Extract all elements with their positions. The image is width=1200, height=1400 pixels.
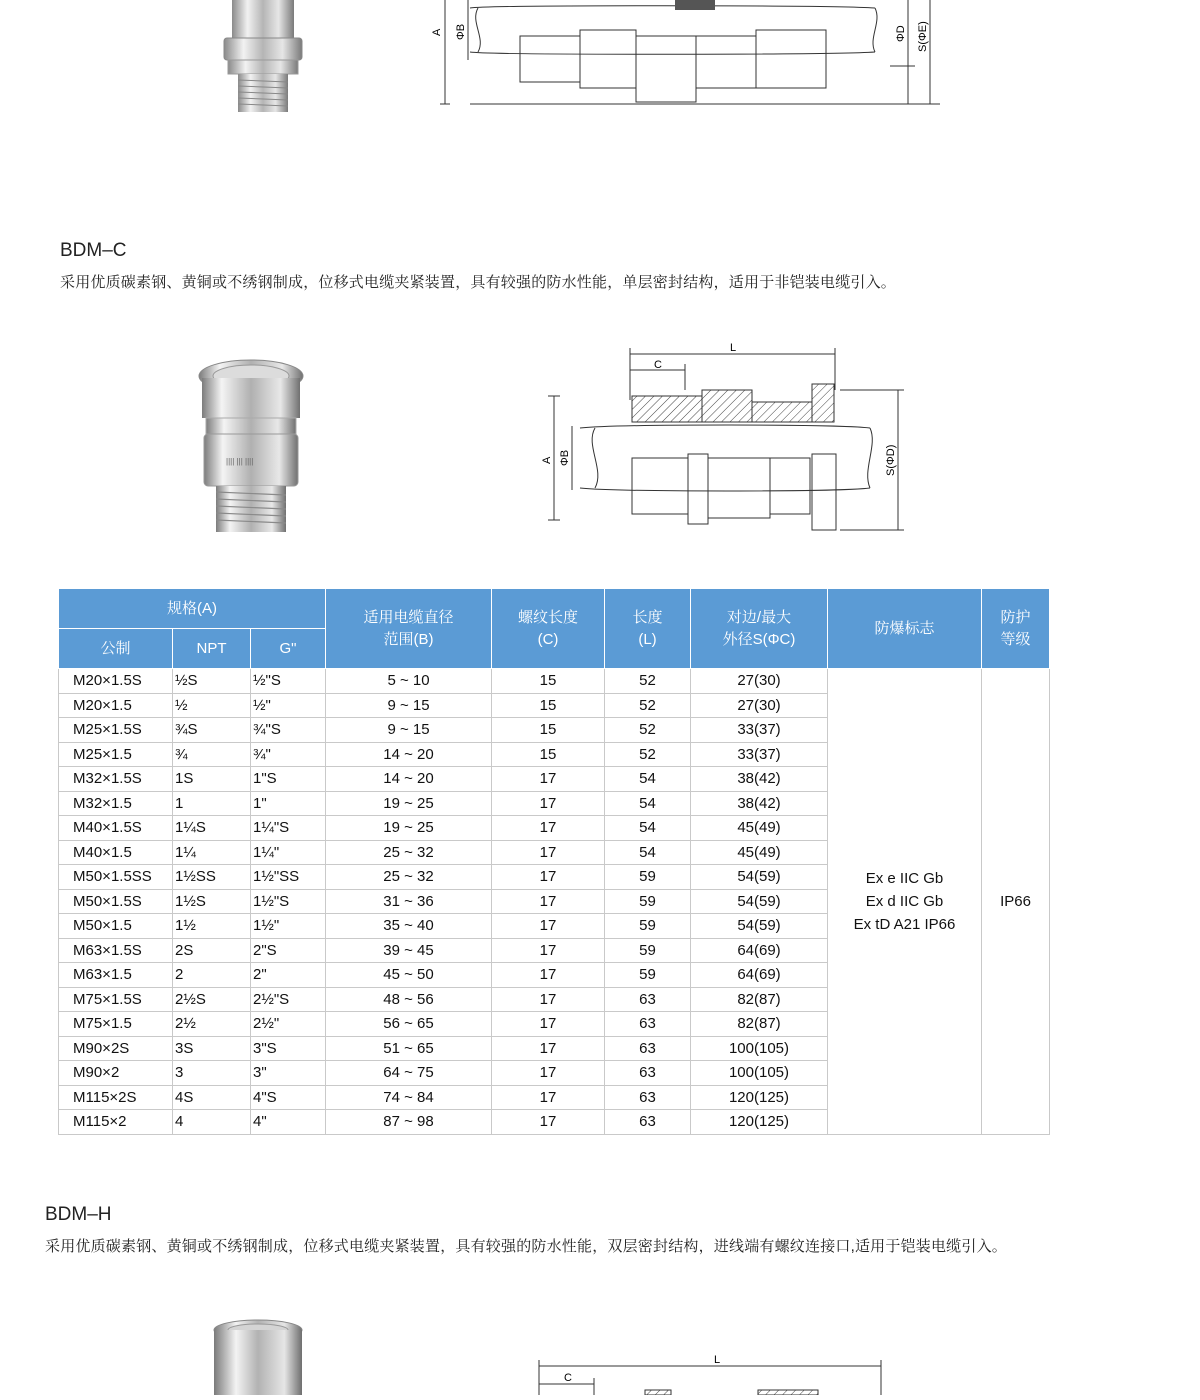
ex-mark-line: Ex tD A21 IP66 [853,915,956,933]
cell-length: 59 [605,914,691,939]
cell-npt: ½S [173,669,251,694]
cell-cable-range: 51 ~ 65 [326,1036,492,1061]
cell-thread-length: 15 [492,718,605,743]
cell-npt: 1¼S [173,816,251,841]
dim-c-bdm-h: C [564,1372,572,1384]
cell-g: 2½"S [251,987,326,1012]
table-row [59,669,1050,694]
cell-protection: IP66 [982,669,1050,1135]
cell-cable-range: 74 ~ 84 [326,1085,492,1110]
cell-length: 59 [605,889,691,914]
cell-thread-length: 17 [492,840,605,865]
cell-length: 54 [605,816,691,841]
header-across-flats-line2: 外径S(ΦC) [722,630,796,648]
cell-across-flats: 100(105) [691,1061,828,1086]
cell-cable-range: 39 ~ 45 [326,938,492,963]
cell-g: ¾"S [251,718,326,743]
header-protection [982,589,1050,669]
cell-length: 63 [605,987,691,1012]
cell-thread-length: 17 [492,1085,605,1110]
cell-cable-range: 9 ~ 15 [326,718,492,743]
dim-s-phi-d-bdm-c: S(ΦD) [885,444,897,476]
cell-cable-range: 5 ~ 10 [326,669,492,694]
dim-phi-b-bdm-c: ΦB [559,449,571,466]
cell-metric: M115×2 [59,1110,173,1135]
cell-metric: M20×1.5 [59,693,173,718]
cell-npt: 2 [173,963,251,988]
cell-across-flats: 27(30) [691,669,828,694]
header-g: G" [251,629,326,669]
cell-npt: 1S [173,767,251,792]
cell-length: 59 [605,963,691,988]
dim-l-bdm-c: L [730,342,737,354]
cell-cable-range: 19 ~ 25 [326,791,492,816]
cell-metric: M75×1.5 [59,1012,173,1037]
cell-npt: 4S [173,1085,251,1110]
cell-g: 4"S [251,1085,326,1110]
cell-npt: 1½SS [173,865,251,890]
cell-cable-range: 9 ~ 15 [326,693,492,718]
cell-length: 52 [605,693,691,718]
cell-thread-length: 15 [492,742,605,767]
header-length-line2: (L) [638,630,657,648]
header-length [605,589,691,669]
cell-metric: M63×1.5 [59,963,173,988]
technical-drawing-top [430,0,950,115]
cell-thread-length: 17 [492,865,605,890]
technical-drawing-bdm-h [530,1350,890,1400]
spec-table [58,588,1050,1135]
cell-g: ½" [251,693,326,718]
cell-thread-length: 17 [492,938,605,963]
header-across-flats-line1: 对边/最大 [726,608,792,626]
cell-g: 1½" [251,914,326,939]
spec-table-body [59,669,1050,1135]
cell-cable-range: 25 ~ 32 [326,840,492,865]
cell-metric: M90×2 [59,1061,173,1086]
cell-metric: M50×1.5 [59,914,173,939]
cell-g: 1½"S [251,889,326,914]
technical-drawing-bdm-c [540,340,920,545]
cell-length: 54 [605,767,691,792]
cell-g: 1¼"S [251,816,326,841]
product-photo-bdm-c [196,356,306,536]
cell-metric: M63×1.5S [59,938,173,963]
cell-g: 1½"SS [251,865,326,890]
cell-across-flats: 54(59) [691,865,828,890]
cell-length: 63 [605,1085,691,1110]
cell-cable-range: 14 ~ 20 [326,767,492,792]
cell-g: 1¼" [251,840,326,865]
product-photo-bdm-h [212,1318,304,1395]
cell-metric: M50×1.5SS [59,865,173,890]
cell-across-flats: 38(42) [691,767,828,792]
dim-c-bdm-c: C [654,359,662,371]
cell-ex-marks [828,669,982,1135]
section-desc-bdm-c: 采用优质碳素钢、黄铜或不绣钢制成，位移式电缆夹紧装置，具有较强的防水性能，单层密封结构，适用于非铠装电缆引入。 [60,274,897,291]
cell-npt: 1½S [173,889,251,914]
header-npt: NPT [173,629,251,669]
cell-length: 63 [605,1036,691,1061]
dim-a-bdm-c: A [541,456,553,464]
cell-thread-length: 17 [492,1061,605,1086]
ex-mark-line: Ex e IIC Gb [865,869,944,887]
dim-phi-d-top: ΦD [895,25,907,42]
cell-g: 1"S [251,767,326,792]
cell-across-flats: 64(69) [691,938,828,963]
cell-across-flats: 45(49) [691,816,828,841]
dim-s-phi-e-top: S(ΦE) [917,21,929,52]
cell-thread-length: 17 [492,1036,605,1061]
cell-metric: M75×1.5S [59,987,173,1012]
cell-npt: ½ [173,693,251,718]
cell-length: 52 [605,718,691,743]
cell-metric: M25×1.5 [59,742,173,767]
cell-thread-length: 17 [492,1110,605,1135]
cell-length: 59 [605,865,691,890]
cell-npt: 2½S [173,987,251,1012]
cell-across-flats: 82(87) [691,987,828,1012]
cell-npt: 1½ [173,914,251,939]
cell-across-flats: 27(30) [691,693,828,718]
cell-cable-range: 14 ~ 20 [326,742,492,767]
section-title-bdm-h: BDM–H [45,1204,112,1225]
header-thread-length [492,589,605,669]
cell-npt: 1¼ [173,840,251,865]
cell-g: ½"S [251,669,326,694]
cell-cable-range: 25 ~ 32 [326,865,492,890]
cell-thread-length: 15 [492,693,605,718]
cell-g: 2½" [251,1012,326,1037]
dim-l-bdm-h: L [714,1354,721,1366]
cell-length: 63 [605,1012,691,1037]
cell-length: 63 [605,1110,691,1135]
cell-length: 63 [605,1061,691,1086]
product-photo-top [218,0,308,115]
cell-thread-length: 17 [492,816,605,841]
cell-g: 3"S [251,1036,326,1061]
header-ex-mark: 防爆标志 [828,589,982,669]
header-thread-length-line2: (C) [537,630,559,648]
cell-cable-range: 31 ~ 36 [326,889,492,914]
cell-length: 54 [605,791,691,816]
cell-metric: M115×2S [59,1085,173,1110]
cell-thread-length: 15 [492,669,605,694]
cell-cable-range: 35 ~ 40 [326,914,492,939]
cell-cable-range: 48 ~ 56 [326,987,492,1012]
cell-length: 52 [605,742,691,767]
cell-g: ¾" [251,742,326,767]
header-protection-line1: 防护 [1000,608,1031,626]
cell-across-flats: 120(125) [691,1085,828,1110]
cell-metric: M32×1.5S [59,767,173,792]
cell-g: 1" [251,791,326,816]
ex-mark-line: Ex d IIC Gb [865,892,944,910]
cell-across-flats: 100(105) [691,1036,828,1061]
header-cable-range-line1: 适用电缆直径 [363,608,454,626]
cell-metric: M40×1.5 [59,840,173,865]
cell-thread-length: 17 [492,914,605,939]
header-length-line1: 长度 [632,608,663,626]
cell-cable-range: 87 ~ 98 [326,1110,492,1135]
cell-thread-length: 17 [492,963,605,988]
cell-g: 2"S [251,938,326,963]
cell-thread-length: 17 [492,767,605,792]
header-cable-range [326,589,492,669]
cell-npt: 4 [173,1110,251,1135]
cell-npt: ¾S [173,718,251,743]
cell-npt: 2½ [173,1012,251,1037]
header-cable-range-line2: 范围(B) [383,630,434,648]
header-metric: 公制 [59,629,173,669]
cell-npt: 1 [173,791,251,816]
cell-g: 3" [251,1061,326,1086]
cell-across-flats: 38(42) [691,791,828,816]
cell-across-flats: 82(87) [691,1012,828,1037]
cell-npt: 2S [173,938,251,963]
header-spec-group: 规格(A) [59,589,326,629]
cell-g: 2" [251,963,326,988]
cell-cable-range: 56 ~ 65 [326,1012,492,1037]
cell-g: 4" [251,1110,326,1135]
dim-a-top: A [431,28,443,36]
cell-length: 52 [605,669,691,694]
cell-across-flats: 54(59) [691,914,828,939]
cell-npt: 3 [173,1061,251,1086]
cell-cable-range: 64 ~ 75 [326,1061,492,1086]
cell-npt: 3S [173,1036,251,1061]
svg-text:|||| ||| ||||: |||| ||| |||| [226,457,254,466]
cell-thread-length: 17 [492,1012,605,1037]
section-title-bdm-c: BDM–C [60,240,127,261]
cell-thread-length: 17 [492,791,605,816]
cell-across-flats: 64(69) [691,963,828,988]
cell-across-flats: 120(125) [691,1110,828,1135]
cell-across-flats: 33(37) [691,718,828,743]
header-protection-line2: 等级 [1000,630,1031,648]
cell-across-flats: 45(49) [691,840,828,865]
cell-metric: M50×1.5S [59,889,173,914]
cell-metric: M32×1.5 [59,791,173,816]
cell-length: 59 [605,938,691,963]
section-desc-bdm-h: 采用优质碳素钢、黄铜或不绣钢制成，位移式电缆夹紧装置，具有较强的防水性能，双层密封结构，进线端有螺纹连接口,适用于铠装电缆引入。 [45,1238,1007,1255]
cell-thread-length: 17 [492,889,605,914]
cell-cable-range: 19 ~ 25 [326,816,492,841]
dim-phi-b-top: ΦB [455,23,467,40]
cell-metric: M25×1.5S [59,718,173,743]
cell-across-flats: 54(59) [691,889,828,914]
header-across-flats [691,589,828,669]
cell-across-flats: 33(37) [691,742,828,767]
cell-metric: M40×1.5S [59,816,173,841]
cell-metric: M90×2S [59,1036,173,1061]
cell-length: 54 [605,840,691,865]
cell-thread-length: 17 [492,987,605,1012]
cell-cable-range: 45 ~ 50 [326,963,492,988]
header-thread-length-line1: 螺纹长度 [517,608,578,626]
cell-npt: ¾ [173,742,251,767]
cell-metric: M20×1.5S [59,669,173,694]
